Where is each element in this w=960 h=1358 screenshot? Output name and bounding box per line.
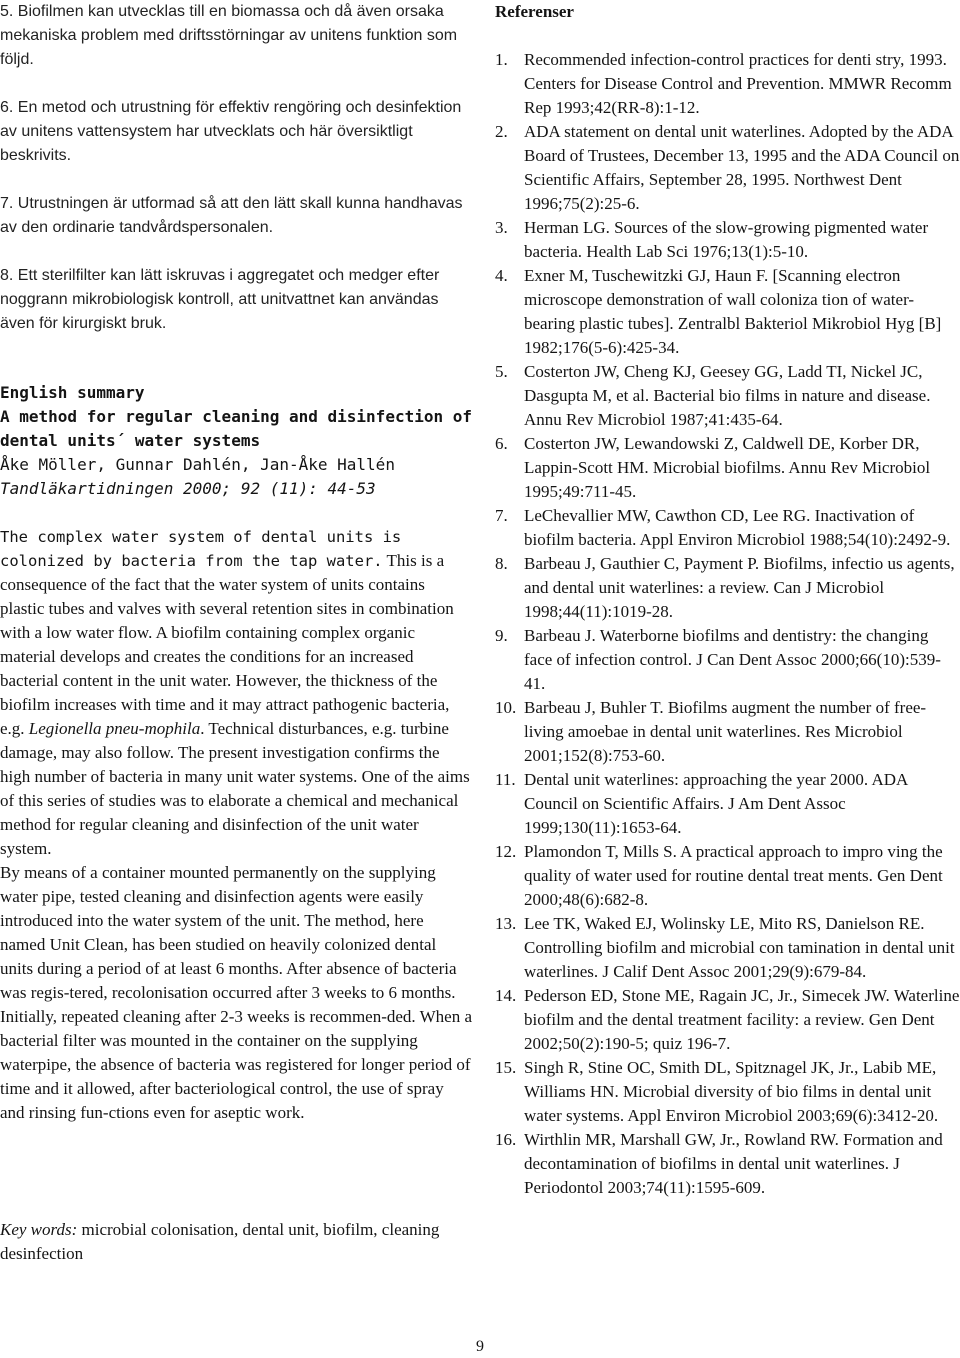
reference-item bbox=[495, 264, 960, 360]
reference-item bbox=[495, 840, 960, 912]
reference-number: 1. bbox=[495, 50, 508, 69]
reference-number: 11. bbox=[495, 770, 516, 789]
reference-item bbox=[495, 984, 960, 1056]
reference-text: Costerton JW, Cheng KJ, Geesey GG, Ladd TI, Nickel JC, Dasgupta M, et al. Bacterial bio films in nature and disease. Annu Rev Microbiol 1987;41:435-64. bbox=[524, 362, 931, 429]
reference-number: 3. bbox=[495, 218, 508, 237]
conclusion-item-8: 8. Ett sterilfilter kan lätt iskruvas i aggregatet och medger efter noggrann mikrobiologisk kontroll, att unitvattnet kan användas även för kirurgiskt bruk. bbox=[0, 267, 440, 332]
reference-number: 12. bbox=[495, 842, 517, 861]
references-list bbox=[495, 48, 960, 1200]
references-section bbox=[495, 0, 960, 1200]
reference-number: 16. bbox=[495, 1130, 517, 1149]
summary-heading: English summary bbox=[0, 383, 145, 402]
reference-item bbox=[495, 552, 960, 624]
reference-number: 2. bbox=[495, 122, 508, 141]
reference-text: Pederson ED, Stone ME, Ragain JC, Jr., Simecek JW. Waterline biofilm and the dental treatment facility: a review. Gen Dent 2002;50(2):190-5; quiz 196-7. bbox=[524, 986, 960, 1053]
page-number: 9 bbox=[476, 1338, 484, 1355]
reference-text: Barbeau J, Gauthier C, Payment P. Biofilms, infectio us agents, and dental unit waterlines: a review. Can J Microbiol 1998;44(11):1019-28. bbox=[524, 554, 955, 621]
reference-text: Plamondon T, Mills S. A practical approach to impro ving the quality of water used for routine dental treat ments. Gen Dent 2000;48(6):682-8. bbox=[524, 842, 943, 909]
reference-text: Dental unit waterlines: approaching the year 2000. ADA Council on Scientific Affairs. J Am Dent Assoc 1999;130(11):1653-64. bbox=[524, 770, 908, 837]
summary-paragraph-1-part-b: . Technical disturbances, e.g. turbine damage, may also follow. The present investigation confirms the high number of bacteria in many unit water systems. One of the aims of this series of studies was to elaborate a chemical and mechanical method for regular cleaning and disinfection of the unit water system. bbox=[0, 719, 470, 858]
summary-authors: Åke Möller, Gunnar Dahlén, Jan-Åke Hallén bbox=[0, 455, 395, 474]
reference-item bbox=[495, 360, 960, 432]
reference-text: Lee TK, Waked EJ, Wolinsky LE, Mito RS, Danielson RE. Controlling biofilm and microbial con tamination in dental unit waterlines. J Calif Dent Assoc 2001;29(9):679-84. bbox=[524, 914, 955, 981]
key-words-label: Key words: bbox=[0, 1220, 78, 1239]
reference-item bbox=[495, 1128, 960, 1200]
summary-lead-sentence: The complex water system of dental units is colonized by bacteria from the tap water. bbox=[0, 528, 402, 570]
reference-number: 10. bbox=[495, 698, 517, 717]
reference-text: Wirthlin MR, Marshall GW, Jr., Rowland RW. Formation and decontamination of biofilms in dental unit waterlines. J Periodontol 2003;74(11):1595-609. bbox=[524, 1130, 943, 1197]
reference-item bbox=[495, 912, 960, 984]
reference-number: 6. bbox=[495, 434, 508, 453]
reference-item bbox=[495, 624, 960, 696]
reference-number: 4. bbox=[495, 266, 508, 285]
reference-item bbox=[495, 768, 960, 840]
key-words-text: microbial colonisation, dental unit, biofilm, cleaning desinfection bbox=[0, 1220, 440, 1263]
conclusion-item-7: 7. Utrustningen är utformad så att den lätt skall kunna handhavas av den ordinarie tandvårdspersonalen. bbox=[0, 195, 463, 236]
summary-paragraph-1-part-a: This is a consequence of the fact that the water system of units contains plastic tubes and valves with several retention sites in combination with a low water flow. A biofilm containing complex organic material develops and creates the conditions for an increased bacterial content in the unit water. However, the thickness of the biofilm increases with time and it may attract pathogenic bacteria, e.g. bbox=[0, 551, 454, 738]
reference-text: Singh R, Stine OC, Smith DL, Spitznagel JK, Jr., Labib ME, Williams HN. Microbial diversity of bio films in dental unit water systems. Appl Environ Microbiol 2003;69(6):3412-20. bbox=[524, 1058, 939, 1125]
reference-item bbox=[495, 1056, 960, 1128]
reference-number: 13. bbox=[495, 914, 517, 933]
reference-item bbox=[495, 216, 960, 264]
reference-item bbox=[495, 696, 960, 768]
reference-number: 15. bbox=[495, 1058, 517, 1077]
reference-number: 7. bbox=[495, 506, 508, 525]
reference-text: Recommended infection-control practices for denti stry, 1993. Centers for Disease Control and Prevention. MMWR Recomm Rep 1993;42(RR-8):1-12. bbox=[524, 50, 952, 117]
summary-title-line-1: A method for regular cleaning and disinfection of bbox=[0, 407, 473, 426]
reference-item bbox=[495, 48, 960, 120]
key-words bbox=[0, 1218, 472, 1266]
reference-text: LeChevallier MW, Cawthon CD, Lee RG. Inactivation of biofilm bacteria. Appl Environ Microbiol 1988;54(10):2492-9. bbox=[524, 506, 951, 549]
reference-number: 8. bbox=[495, 554, 508, 573]
reference-number: 14. bbox=[495, 986, 517, 1005]
summary-paragraph-1 bbox=[0, 525, 472, 861]
reference-item bbox=[495, 504, 960, 552]
reference-text: Exner M, Tuschewitzki GJ, Haun F. [Scanning electron microscope demonstration of wall coloniza tion of water-bearing plastic tubes]. Zentralbl Bakteriol Mikrobiol Hyg [B] 1982;176(5-6):425-34. bbox=[524, 266, 942, 357]
summary-species-name: Legionella pneu-mophila bbox=[28, 719, 201, 738]
summary-paragraph-2: By means of a container mounted permanently on the supplying water pipe, tested cleaning and disinfection agents were easily introduced into the water system of the unit. The method, here named Unit Clean, has been studied on heavily colonized dental units during a period of at least 6 months. After absence of bacteria was regis-tered, recolonisation occurred after 3 weeks to 6 months. Initially, repeated cleaning after 2-3 weeks is recommen-ded. When a bacterial filter was mounted in the container on the supplying waterpipe, the absence of bacteria was registered for longer period of time and it allowed, after bacteriological control, the use of spray and rinsing fun-ctions even for aseptic work. bbox=[0, 863, 473, 1122]
swedish-conclusions bbox=[0, 0, 472, 336]
summary-title-line-2: dental units´ water systems bbox=[0, 431, 261, 450]
reference-item bbox=[495, 432, 960, 504]
references-title: Referenser bbox=[495, 2, 574, 21]
english-summary-body bbox=[0, 525, 472, 1125]
reference-number: 9. bbox=[495, 626, 508, 645]
conclusion-item-5: 5. Biofilmen kan utvecklas till en biomassa och då även orsaka mekaniska problem med driftsstörningar av unitens funktion som följd. bbox=[0, 3, 458, 68]
reference-text: Barbeau J. Waterborne biofilms and dentistry: the changing face of infection control. J Can Dent Assoc 2000;66(10):539-41. bbox=[524, 626, 941, 693]
reference-number: 5. bbox=[495, 362, 508, 381]
reference-text: Herman LG. Sources of the slow-growing pigmented water bacteria. Health Lab Sci 1976;13(1):5-10. bbox=[524, 218, 929, 261]
conclusion-item-6: 6. En metod och utrustning för effektiv rengöring och desinfektion av unitens vattensystem har utvecklats och här översiktligt beskrivits. bbox=[0, 99, 462, 164]
reference-item bbox=[495, 120, 960, 216]
reference-text: ADA statement on dental unit waterlines. Adopted by the ADA Board of Trustees, December 13, 1995 and the ADA Council on Scientific Affairs, September 28, 1995. Northwest Dent 1996;75(2):25-6. bbox=[524, 122, 960, 213]
reference-text: Costerton JW, Lewandowski Z, Caldwell DE, Korber DR, Lappin-Scott HM. Microbial biofilms. Annu Rev Microbiol 1995;49:711-45. bbox=[524, 434, 931, 501]
english-summary-header bbox=[0, 381, 472, 501]
summary-journal-citation: Tandläkartidningen 2000; 92 (11): 44-53 bbox=[0, 479, 376, 498]
reference-text: Barbeau J, Buhler T. Biofilms augment the number of free-living amoebae in dental unit waterlines. Res Microbiol 2001;152(8):753-60. bbox=[524, 698, 927, 765]
